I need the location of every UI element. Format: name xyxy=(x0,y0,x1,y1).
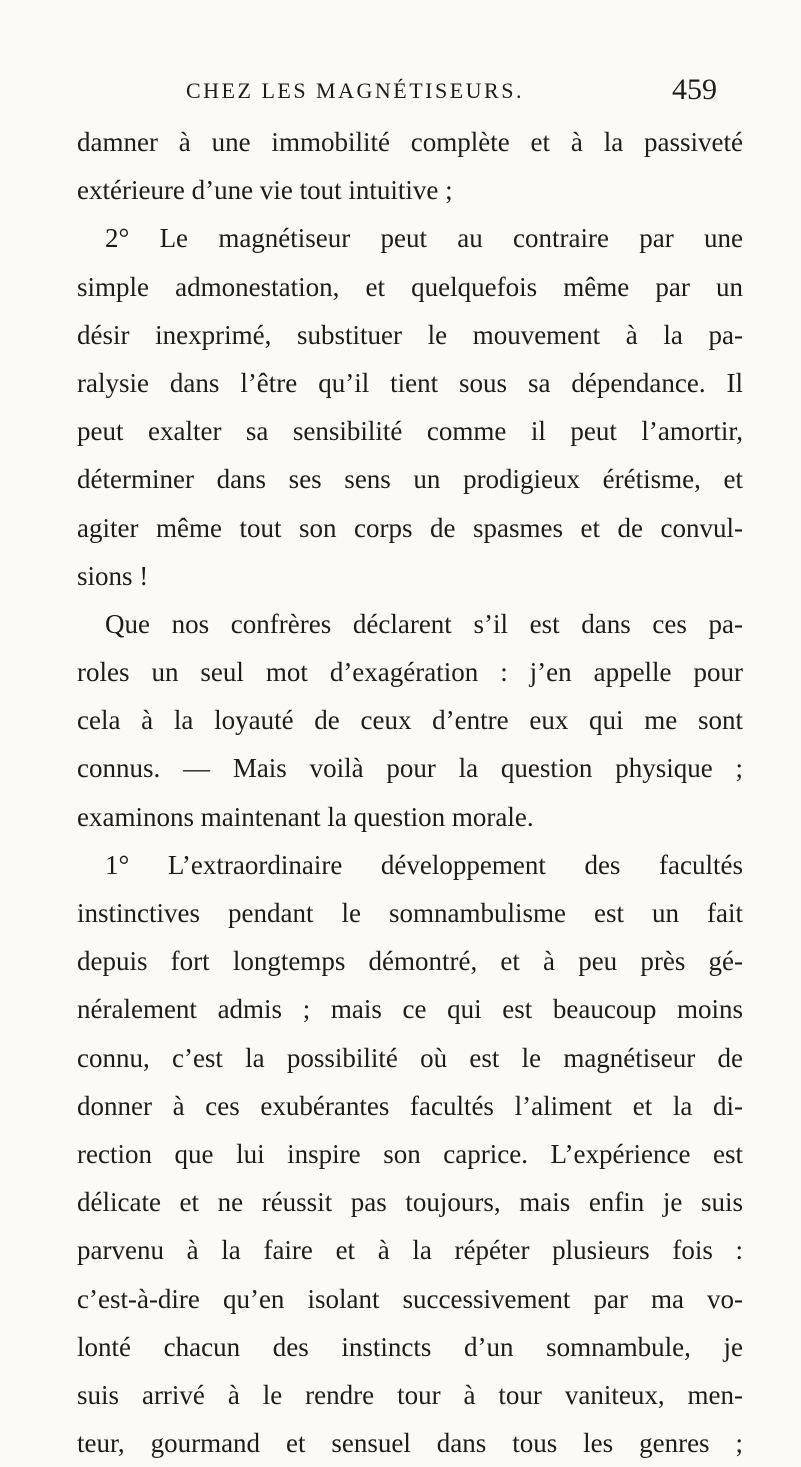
text-line: néralement admis ; mais ce qui est beaucoup moins xyxy=(77,994,743,1025)
text-line: délicate et ne réussit pas toujours, mais enfin je suis xyxy=(77,1187,743,1218)
text-line: lonté chacun des instincts d’un somnambule, je xyxy=(77,1331,743,1362)
text-line: extérieure d’une vie tout intuitive ; xyxy=(77,175,453,206)
text-line: agiter même tout son corps de spasmes et de convul- xyxy=(77,512,743,543)
text-line: donner à ces exubérantes facultés l’aliment et la di- xyxy=(77,1090,743,1121)
text-line: ralysie dans l’être qu’il tient sous sa dépendance. Il xyxy=(77,367,743,398)
text-line: teur, gourmand et sensuel dans tous les genres ; xyxy=(77,1428,743,1459)
text-line: cela à la loyauté de ceux d’entre eux qui me sont xyxy=(77,705,743,736)
page-number: 459 xyxy=(672,73,717,106)
running-head xyxy=(0,73,801,112)
running-title: CHEZ LES MAGNÉTISEURS. xyxy=(186,78,524,103)
text-line: sions ! xyxy=(77,560,149,591)
text-line: 1° L’extraordinaire développement des facultés xyxy=(105,849,743,880)
text-line: simple admonestation, et quelquefois même par un xyxy=(77,271,743,302)
text-line: connus. — Mais voilà pour la question physique ; xyxy=(77,753,743,784)
text-line: roles un seul mot d’exagération : j’en appelle pour xyxy=(77,657,743,688)
text-line: c’est-à-dire qu’en isolant successivement par ma vo- xyxy=(77,1283,743,1314)
text-line: connu, c’est la possibilité où est le magnétiseur de xyxy=(77,1042,743,1073)
text-line: déterminer dans ses sens un prodigieux érétisme, et xyxy=(77,464,743,495)
body-text xyxy=(77,118,743,1467)
text-line: suis arrivé à le rendre tour à tour vaniteux, men- xyxy=(77,1379,743,1410)
text-line: 2° Le magnétiseur peut au contraire par une xyxy=(105,223,743,254)
text-line: Que nos confrères déclarent s’il est dans ces pa- xyxy=(105,608,743,639)
text-line: désir inexprimé, substituer le mouvement à la pa- xyxy=(77,319,743,350)
text-line: damner à une immobilité complète et à la passiveté xyxy=(77,127,743,157)
text-line: depuis fort longtemps démontré, et à peu près gé- xyxy=(77,946,743,977)
text-line: peut exalter sa sensibilité comme il peut l’amortir, xyxy=(77,416,743,447)
text-line: instinctives pendant le somnambulisme est un fait xyxy=(77,898,743,928)
text-line: examinons maintenant la question morale. xyxy=(77,801,534,832)
text-line: parvenu à la faire et à la répéter plusieurs fois : xyxy=(77,1235,743,1266)
text-line: rection que lui inspire son caprice. L’expérience est xyxy=(77,1138,743,1169)
